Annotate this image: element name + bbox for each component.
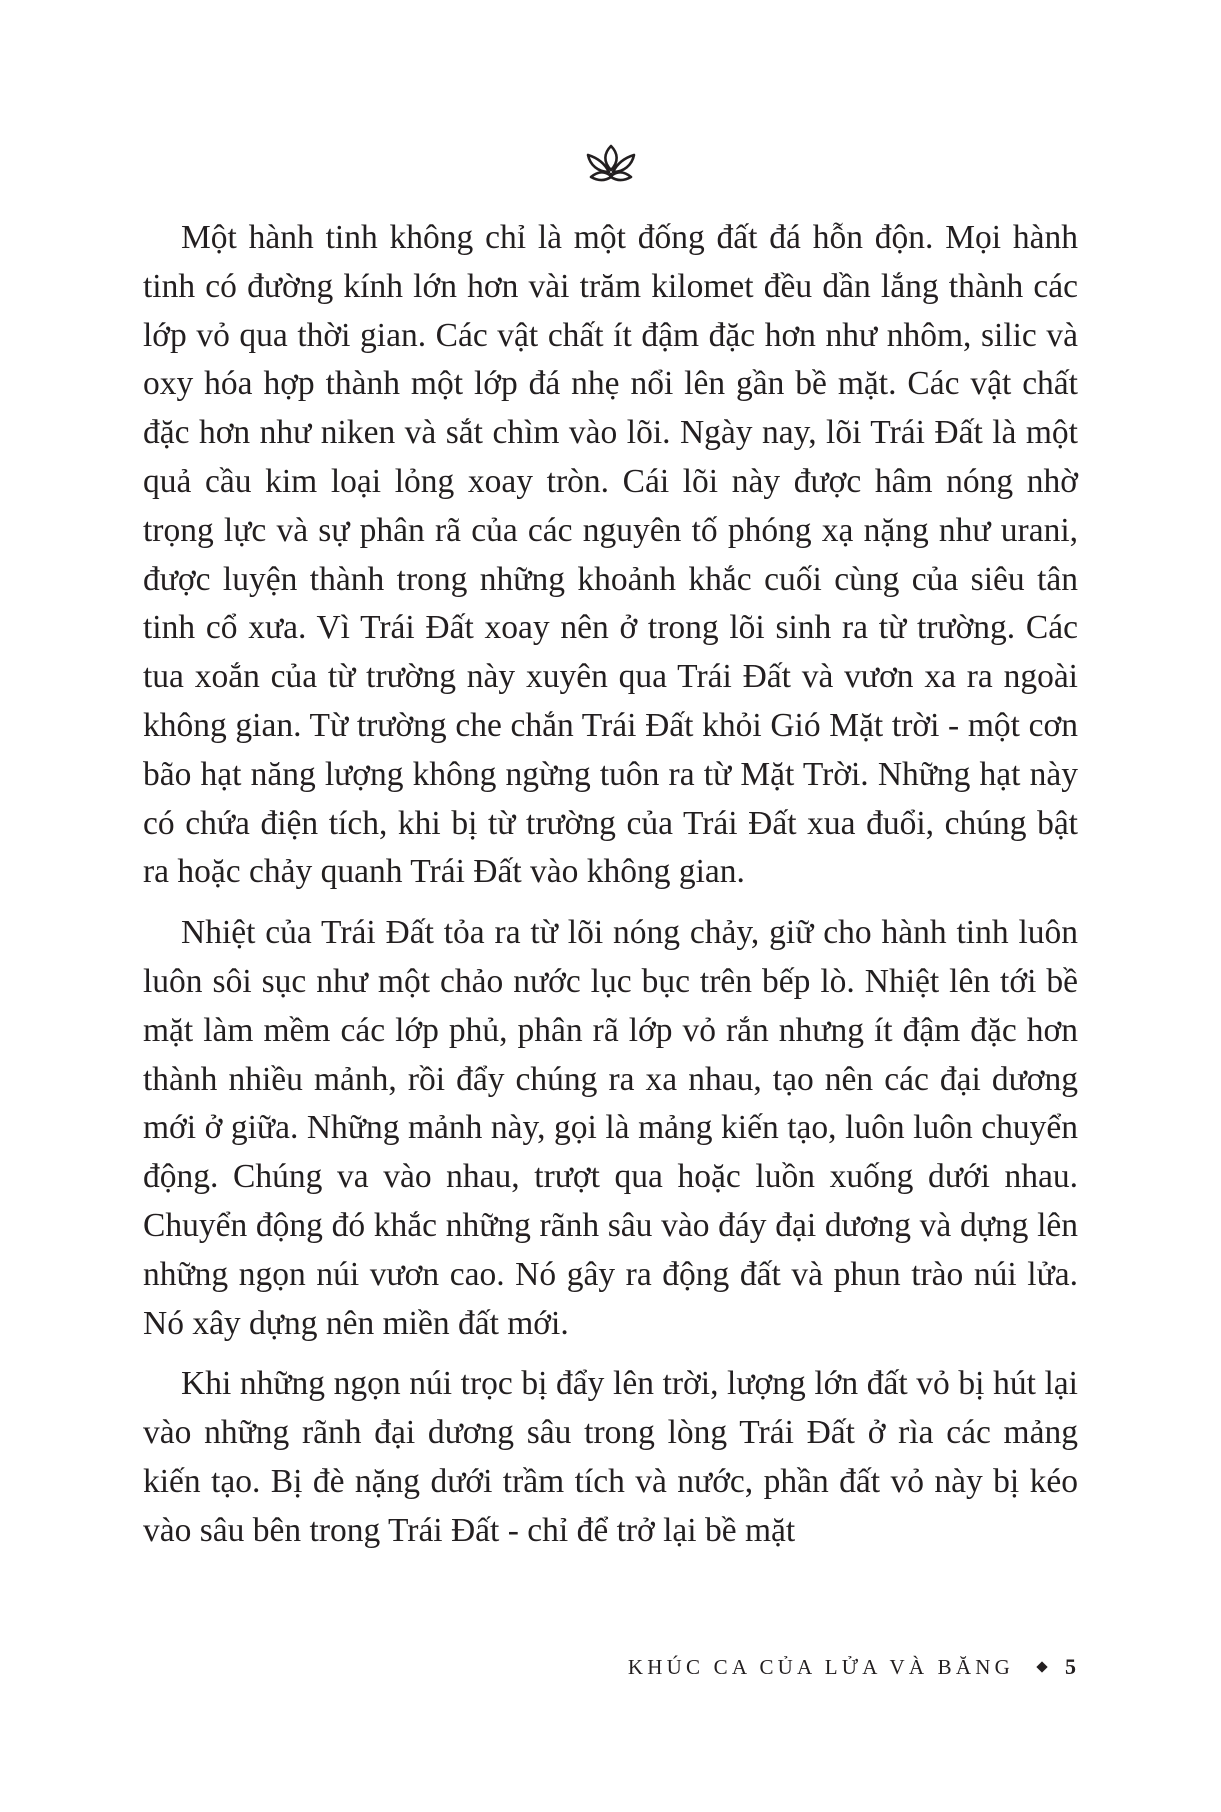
paragraph: Khi những ngọn núi trọc bị đẩy lên trời, lượng lớn đất vỏ bị hút lại vào những rãnh đại dương sâu trong lòng Trái Đất ở rìa các mảng kiến tạo. Bị đè nặng dưới trầm tích và nước, phần đất vỏ này bị kéo vào sâu bên trong Trái Đất - chỉ để trở lại bề mặt — [143, 1365, 1078, 1549]
running-title: KHÚC CA CỦA LỬA VÀ BĂNG — [627, 1654, 1014, 1679]
page-number: 5 — [1065, 1654, 1076, 1679]
paragraph: Một hành tinh không chỉ là một đống đất đá hỗn độn. Mọi hành tinh có đường kính lớn hơn vài trăm kilomet đều dần lắng thành các lớp vỏ qua thời gian. Các vật chất ít đậm đặc hơn như nhôm, silic và oxy hóa hợp thành một lớp đá nhẹ nổi lên gần bề mặt. Các vật chất đặc hơn như niken và sắt chìm vào lõi. Ngày nay, lõi Trái Đất là một quả cầu kim loại lỏng xoay tròn. Cái lõi này được hâm nóng nhờ trọng lực và sự phân rã của các nguyên tố phóng xạ nặng như urani, được luyện thành trong những khoảnh khắc cuối cùng của siêu tân tinh cổ xưa. Vì Trái Đất xoay nên ở trong lõi sinh ra từ trường. Các tua xoắn của từ trường này xuyên qua Trái Đất và vươn xa ra ngoài không gian. Từ trường che chắn Trái Đất khỏi Gió Mặt trời - một cơn bão hạt năng lượng không ngừng tuôn ra từ Mặt Trời. Những hạt này có chứa điện tích, khi bị từ trường của Trái Đất xua đuổi, chúng bật ra hoặc chảy quanh Trái Đất vào không gian. — [143, 219, 1078, 891]
paragraph: Nhiệt của Trái Đất tỏa ra từ lõi nóng chảy, giữ cho hành tinh luôn luôn sôi sục như một chảo nước lục bục trên bếp lò. Nhiệt lên tới bề mặt làm mềm các lớp phủ, phân rã lớp vỏ rắn nhưng ít đậm đặc hơn thành nhiều mảnh, rồi đẩy chúng ra xa nhau, tạo nên các đại dương mới ở giữa. Những mảnh này, gọi là mảng kiến tạo, luôn luôn chuyển động. Chúng va vào nhau, trượt qua hoặc luồn xuống dưới nhau. Chuyển động đó khắc những rãnh sâu vào đáy đại dương và dựng lên những ngọn núi vươn cao. Nó gây ra động đất và phun trào núi lửa. Nó xây dựng nên miền đất mới. — [143, 914, 1078, 1342]
lotus-ornament-icon — [583, 142, 639, 184]
page-footer — [628, 1652, 1076, 1682]
diamond-bullet-icon — [1036, 1661, 1047, 1672]
body-text — [143, 214, 1078, 1568]
lotus-icon — [583, 142, 639, 184]
